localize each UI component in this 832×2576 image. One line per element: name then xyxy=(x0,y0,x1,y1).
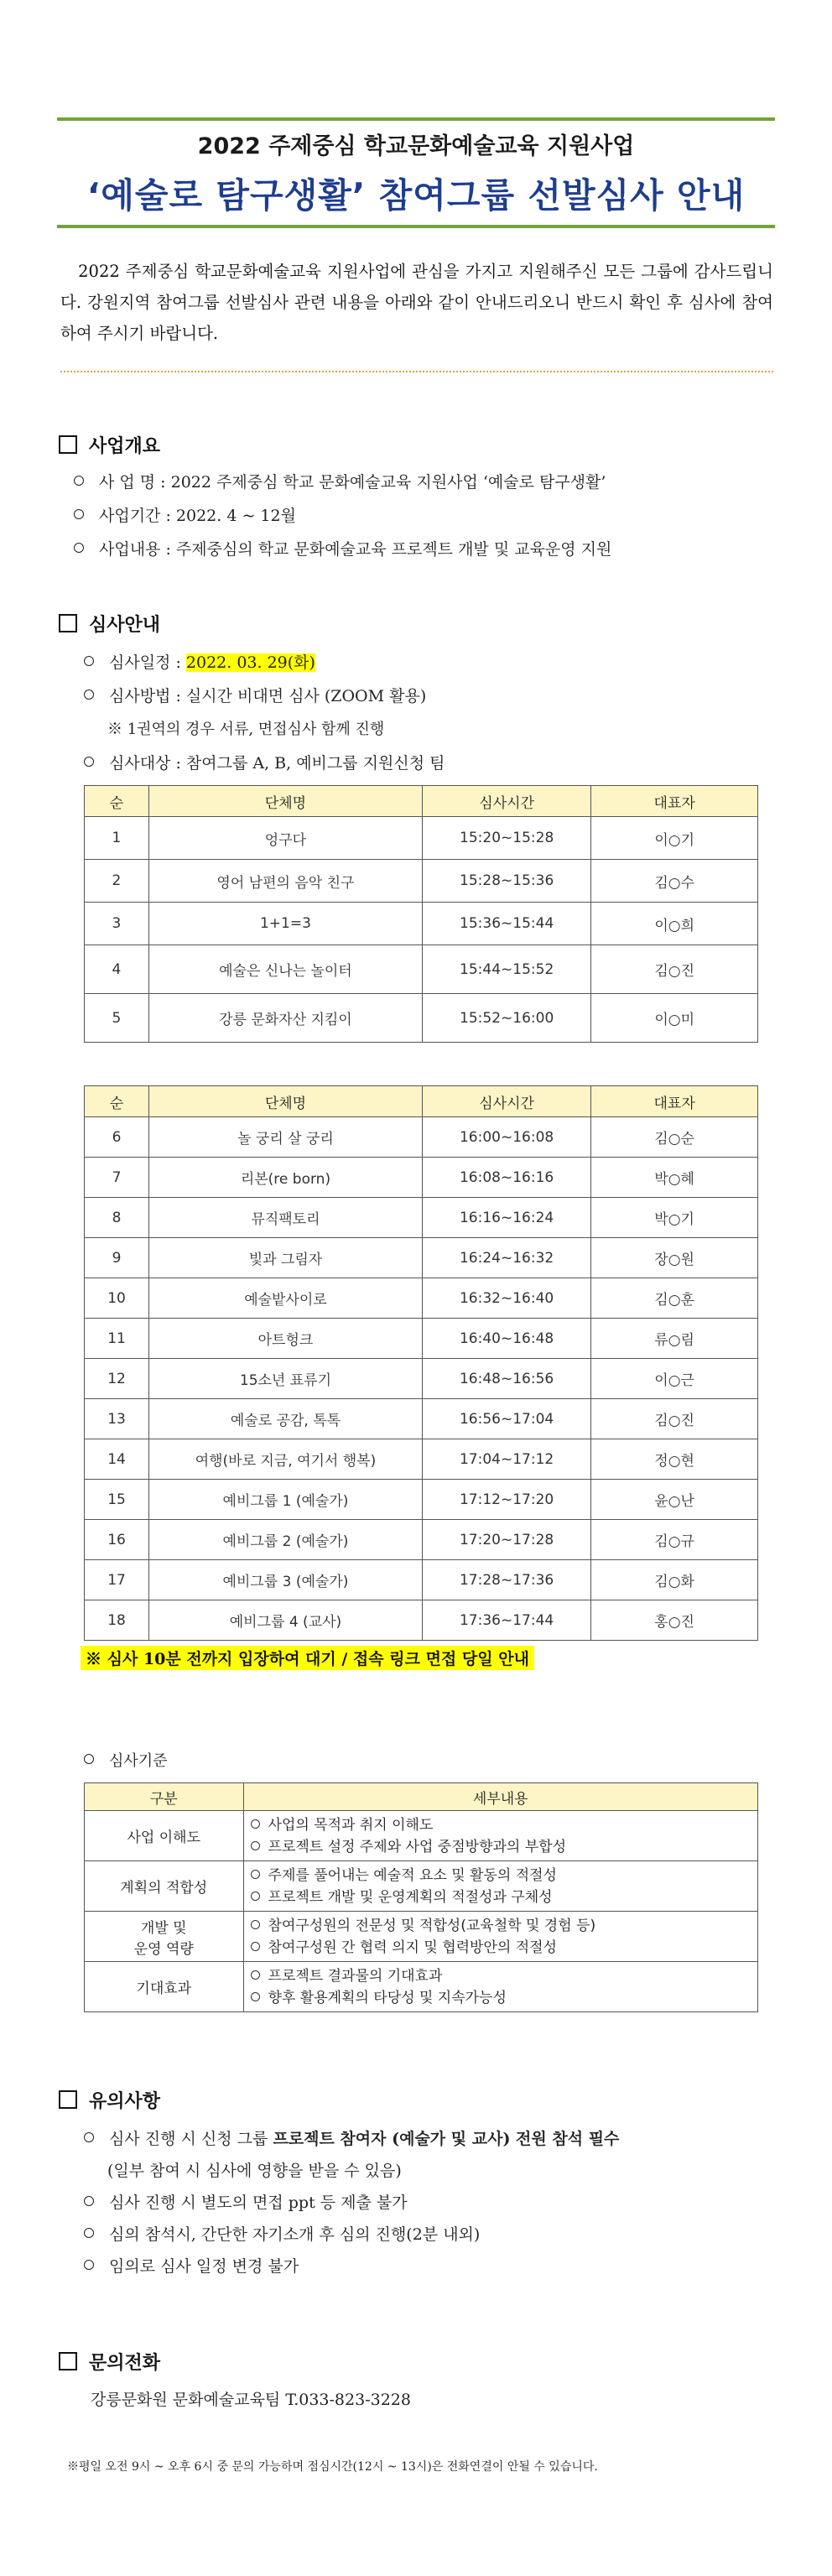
table-row xyxy=(85,1439,758,1480)
table-header-row xyxy=(85,786,758,817)
circle-bullet-icon xyxy=(84,2228,94,2238)
caution-item-4: 임의로 심사 일정 변경 불가 xyxy=(84,2254,299,2277)
caution-item-2: 심사 진행 시 별도의 면접 ppt 등 제출 불가 xyxy=(84,2190,408,2213)
cell-no: 17 xyxy=(85,1560,149,1600)
cell-time: 15:28~15:36 xyxy=(422,860,590,903)
section-review-heading: 심사안내 xyxy=(59,611,160,637)
cell-group: 예비그룹 3 (예술가) xyxy=(149,1560,423,1600)
cell-rep: 이○희 xyxy=(591,903,758,945)
cell-no: 14 xyxy=(85,1439,149,1480)
cell-time: 17:20~17:28 xyxy=(422,1520,590,1560)
cell-no: 18 xyxy=(85,1600,149,1641)
table-row xyxy=(85,1238,758,1278)
cell-no: 3 xyxy=(85,903,149,945)
header-rep: 대표자 xyxy=(591,786,758,817)
cell-group: 빛과 그림자 xyxy=(149,1238,423,1278)
cell-no: 8 xyxy=(85,1198,149,1238)
table-row xyxy=(85,1520,758,1560)
criteria-table xyxy=(84,1782,758,2012)
overview-item-name: 사 업 명 : 2022 주제중심 학교 문화예술교육 지원사업 ‘예술로 탐구생활’ xyxy=(74,470,606,492)
cell-group: 영어 남편의 음악 친구 xyxy=(148,860,422,903)
caution-item-1-sub: (일부 참여 시 심사에 영향을 받을 수 있음) xyxy=(107,2162,402,2180)
cell-no: 11 xyxy=(85,1319,149,1359)
cell-rep: 김○화 xyxy=(591,1560,758,1600)
review-date: 심사일정 : 2022. 03. 29(화) xyxy=(84,650,315,673)
cell-time: 15:36~15:44 xyxy=(422,903,590,945)
circle-bullet-icon xyxy=(251,1892,260,1901)
table-header-row xyxy=(85,1086,758,1117)
table-row xyxy=(85,1158,758,1198)
cell-rep: 이○근 xyxy=(591,1359,758,1399)
table-row xyxy=(85,1480,758,1520)
cell-no: 13 xyxy=(85,1399,149,1439)
table-row xyxy=(85,1962,758,2012)
cell-rep: 김○진 xyxy=(591,1399,758,1439)
table-row xyxy=(85,1811,758,1861)
cell-group: 예술밭사이로 xyxy=(149,1278,423,1319)
cell-rep: 김○규 xyxy=(591,1520,758,1560)
table-row xyxy=(85,1278,758,1319)
header-no: 순 xyxy=(85,1086,149,1117)
cell-no: 12 xyxy=(85,1359,149,1399)
circle-bullet-icon xyxy=(84,2260,94,2270)
title-line-1: 2022 주제중심 학교문화예술교육 지원사업 xyxy=(197,133,635,159)
section-overview-heading: 사업개요 xyxy=(59,432,160,458)
square-bullet-icon xyxy=(59,2090,77,2109)
cell-group: 아트헝크 xyxy=(149,1319,423,1359)
caution-item-3: 심의 참석시, 간단한 자기소개 후 심의 진행(2분 내외) xyxy=(84,2222,480,2245)
criteria-detail: 사업의 목적과 취지 이해도 프로젝트 설정 주제와 사업 중점방향과의 부합성 xyxy=(243,1811,757,1861)
review-notice: ※ 심사 10분 전까지 입장하여 대기 / 접속 링크 면접 당일 안내 xyxy=(81,1646,534,1670)
cell-time: 16:08~16:16 xyxy=(422,1158,590,1198)
cell-group: 예비그룹 1 (예술가) xyxy=(149,1480,423,1520)
cell-rep: 김○순 xyxy=(591,1117,758,1158)
cell-time: 17:04~17:12 xyxy=(422,1439,590,1480)
title-top-rule xyxy=(57,117,775,121)
review-target: 심사대상 : 참여그룹 A, B, 예비그룹 지원신청 팀 xyxy=(84,751,445,773)
section-contact-heading: 문의전화 xyxy=(59,2349,160,2375)
cell-group: 리본(re born) xyxy=(149,1158,423,1198)
cell-time: 15:44~15:52 xyxy=(422,945,590,994)
cell-group: 여행(바로 지금, 여기서 행복) xyxy=(149,1439,423,1480)
review-method-note: ※ 1권역의 경우 서류, 면접심사 함께 진행 xyxy=(107,721,385,738)
cell-time: 17:36~17:44 xyxy=(422,1600,590,1641)
intro-divider xyxy=(60,371,773,372)
criteria-category: 사업 이해도 xyxy=(85,1811,244,1861)
table-row xyxy=(85,1117,758,1158)
cell-rep: 박○기 xyxy=(591,1198,758,1238)
table-row xyxy=(85,1359,758,1399)
cell-rep: 정○현 xyxy=(591,1439,758,1480)
cell-time: 17:28~17:36 xyxy=(422,1560,590,1600)
criteria-detail: 프로젝트 결과물의 기대효과 향후 활용계획의 타당성 및 지속가능성 xyxy=(243,1962,757,2012)
cell-group: 놀 궁리 살 궁리 xyxy=(149,1117,423,1158)
circle-bullet-icon xyxy=(84,2196,94,2206)
cell-time: 15:20~15:28 xyxy=(422,817,590,860)
cell-group: 예술로 공감, 톡톡 xyxy=(149,1399,423,1439)
overview-item-period: 사업기간 : 2022. 4 ~ 12월 xyxy=(74,503,296,526)
criteria-category: 계획의 적합성 xyxy=(85,1861,244,1912)
cell-no: 1 xyxy=(85,817,149,860)
intro-paragraph: 2022 주제중심 학교문화예술교육 지원사업에 관심을 가지고 지원해주신 모든 그룹에 감사드립니다. 강원지역 참여그룹 선발심사 관련 내용을 아래와 같이 안내드리오니 반드시 확인 후 심사에 참여하여 주시기 바랍니다. xyxy=(60,262,773,343)
cell-time: 17:12~17:20 xyxy=(422,1480,590,1520)
cell-no: 7 xyxy=(85,1158,149,1198)
square-bullet-icon xyxy=(59,435,77,454)
circle-bullet-icon xyxy=(74,476,84,486)
cell-time: 16:24~16:32 xyxy=(422,1238,590,1278)
table-row xyxy=(85,994,758,1043)
criteria-header-category: 구분 xyxy=(85,1783,244,1811)
table-row xyxy=(85,860,758,903)
cell-group: 강릉 문화자산 지킴이 xyxy=(148,994,422,1043)
cell-rep: 류○림 xyxy=(591,1319,758,1359)
overview-item-content: 사업내용 : 주제중심의 학교 문화예술교육 프로젝트 개발 및 교육운영 지원 xyxy=(74,537,611,559)
cell-no: 4 xyxy=(85,945,149,994)
table-row xyxy=(85,1912,758,1962)
criteria-label: 심사기준 xyxy=(84,1749,168,1771)
cell-group: 엉구다 xyxy=(148,817,422,860)
cell-rep: 이○미 xyxy=(591,994,758,1043)
cell-group: 예비그룹 2 (예술가) xyxy=(149,1520,423,1560)
cell-group: 예비그룹 4 (교사) xyxy=(149,1600,423,1641)
table-row xyxy=(85,945,758,994)
cell-no: 15 xyxy=(85,1480,149,1520)
circle-bullet-icon xyxy=(74,543,84,553)
criteria-detail: 참여구성원의 전문성 및 적합성(교육철학 및 경험 등) 참여구성원 간 협력 의지 및 협력방안의 적절성 xyxy=(243,1912,757,1962)
circle-bullet-icon xyxy=(251,1920,260,1929)
circle-bullet-icon xyxy=(251,1819,260,1829)
table-row xyxy=(85,1600,758,1641)
cell-time: 16:40~16:48 xyxy=(422,1319,590,1359)
square-bullet-icon xyxy=(59,614,77,632)
cell-no: 6 xyxy=(85,1117,149,1158)
contact-line: 강릉문화원 문화예술교육팀 T.033-823-3228 xyxy=(91,2391,411,2409)
circle-bullet-icon xyxy=(74,509,84,519)
schedule-table-1 xyxy=(84,785,758,1043)
circle-bullet-icon xyxy=(84,2132,94,2142)
criteria-category: 개발 및 운영 역량 xyxy=(85,1912,244,1962)
cell-rep: 김○진 xyxy=(591,945,758,994)
table-header-row xyxy=(85,1783,758,1811)
table-row xyxy=(85,1319,758,1359)
circle-bullet-icon xyxy=(251,1942,260,1951)
square-bullet-icon xyxy=(59,2352,77,2370)
header-group: 단체명 xyxy=(148,786,422,817)
title-bottom-rule xyxy=(57,225,775,228)
cell-rep: 박○혜 xyxy=(591,1158,758,1198)
cell-no: 2 xyxy=(85,860,149,903)
review-date-value: 2022. 03. 29(화) xyxy=(185,653,315,672)
circle-bullet-icon xyxy=(84,690,94,700)
table-row xyxy=(85,1861,758,1912)
circle-bullet-icon xyxy=(251,1992,260,2001)
header-rep: 대표자 xyxy=(591,1086,758,1117)
caution-item-1: 심사 진행 시 신청 그룹 프로젝트 참여자 (예술가 및 교사) 전원 참석 필수 xyxy=(84,2126,619,2149)
cell-group: 1+1=3 xyxy=(148,903,422,945)
cell-rep: 장○원 xyxy=(591,1238,758,1278)
criteria-detail: 주제를 풀어내는 예술적 요소 및 활동의 적절성 프로젝트 개발 및 운영계획의 적절성과 구체성 xyxy=(243,1861,757,1912)
cell-rep: 윤○난 xyxy=(591,1480,758,1520)
criteria-header-detail: 세부내용 xyxy=(243,1783,757,1811)
circle-bullet-icon xyxy=(251,1870,260,1879)
cell-time: 16:16~16:24 xyxy=(422,1198,590,1238)
header-group: 단체명 xyxy=(149,1086,423,1117)
footnote: ※평일 오전 9시 ~ 오후 6시 중 문의 가능하며 점심시간(12시 ~ 13시)은 전화연결이 안될 수 있습니다. xyxy=(67,2460,598,2474)
cell-time: 16:48~16:56 xyxy=(422,1359,590,1399)
cell-no: 10 xyxy=(85,1278,149,1319)
title-line-2: ‘예술로 탐구생활’ 참여그룹 선발심사 안내 xyxy=(86,175,746,216)
cell-time: 16:32~16:40 xyxy=(422,1278,590,1319)
table-row xyxy=(85,1198,758,1238)
cell-no: 16 xyxy=(85,1520,149,1560)
circle-bullet-icon xyxy=(251,1841,260,1850)
table-row xyxy=(85,903,758,945)
table-row xyxy=(85,1399,758,1439)
section-caution-heading: 유의사항 xyxy=(59,2087,160,2113)
cell-no: 5 xyxy=(85,994,149,1043)
cell-group: 예술은 신나는 놀이터 xyxy=(148,945,422,994)
circle-bullet-icon xyxy=(84,1754,94,1764)
circle-bullet-icon xyxy=(84,656,94,666)
circle-bullet-icon xyxy=(84,757,94,767)
cell-group: 15소년 표류기 xyxy=(149,1359,423,1399)
cell-no: 9 xyxy=(85,1238,149,1278)
circle-bullet-icon xyxy=(251,1970,260,1980)
header-time: 심사시간 xyxy=(422,1086,590,1117)
criteria-category: 기대효과 xyxy=(85,1962,244,2012)
table-row xyxy=(85,817,758,860)
header-time: 심사시간 xyxy=(422,786,590,817)
cell-time: 16:56~17:04 xyxy=(422,1399,590,1439)
cell-rep: 홍○진 xyxy=(591,1600,758,1641)
cell-group: 뮤직팩토리 xyxy=(149,1198,423,1238)
review-method: 심사방법 : 실시간 비대면 심사 (ZOOM 활용) xyxy=(84,684,426,706)
cell-time: 16:00~16:08 xyxy=(422,1117,590,1158)
cell-rep: 김○수 xyxy=(591,860,758,903)
header-no: 순 xyxy=(85,786,149,817)
schedule-table-2 xyxy=(84,1085,758,1641)
cell-time: 15:52~16:00 xyxy=(422,994,590,1043)
cell-rep: 이○기 xyxy=(591,817,758,860)
cell-rep: 김○훈 xyxy=(591,1278,758,1319)
table-row xyxy=(85,1560,758,1600)
